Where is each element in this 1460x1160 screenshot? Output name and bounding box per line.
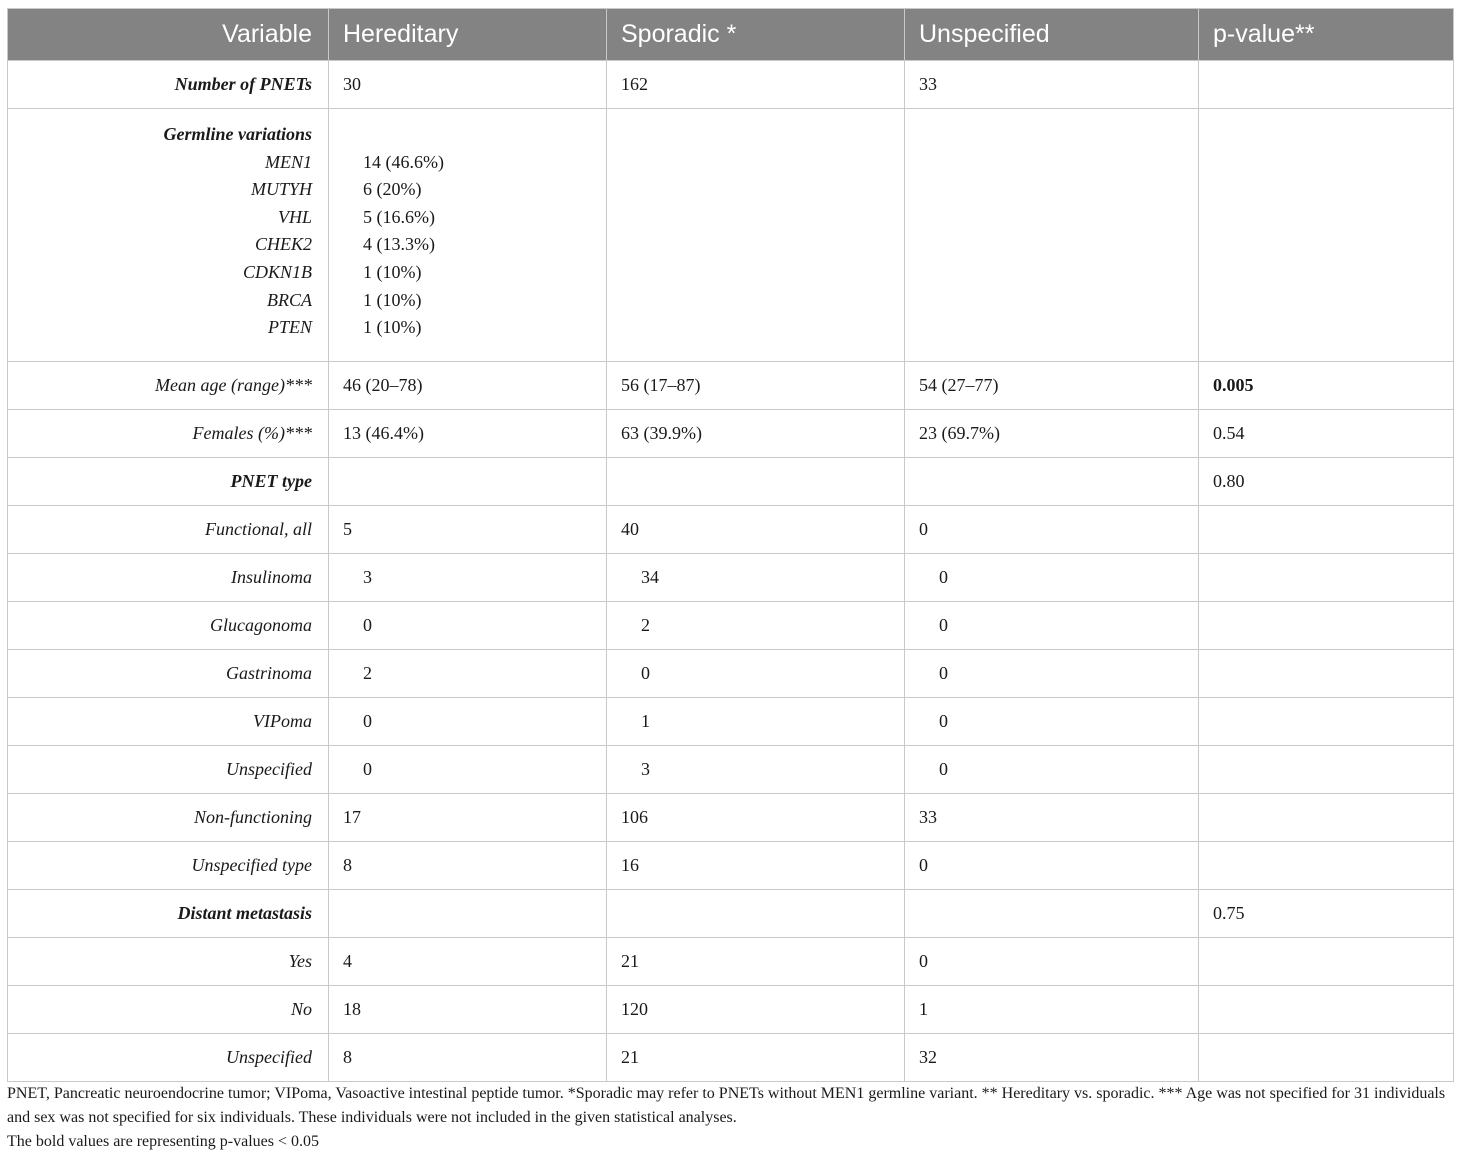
germline-values-cell — [329, 109, 607, 362]
cell-unspecified — [905, 458, 1199, 506]
row-label: Gastrinoma — [8, 650, 329, 698]
cell-hereditary — [329, 890, 607, 938]
row-label: Distant metastasis — [8, 890, 329, 938]
cell-p-value — [1199, 986, 1454, 1034]
cell-sporadic: 2 — [607, 602, 905, 650]
row-label: PNET type — [8, 458, 329, 506]
row-label: Germline variations — [163, 124, 312, 144]
cell-hereditary: 8 — [329, 1034, 607, 1082]
table-row — [8, 746, 1454, 794]
table-footnotes — [7, 1082, 1453, 1154]
row-label: Functional, all — [8, 506, 329, 554]
cell-unspecified: 0 — [905, 650, 1199, 698]
table-row — [8, 794, 1454, 842]
table-row — [8, 938, 1454, 986]
cell-hereditary: 46 (20–78) — [329, 362, 607, 410]
cell-sporadic: 56 (17–87) — [607, 362, 905, 410]
cell-sporadic: 63 (39.9%) — [607, 410, 905, 458]
cell-p-value — [1199, 698, 1454, 746]
cell-p-value — [1199, 554, 1454, 602]
cell-p-value — [1199, 650, 1454, 698]
footnote-bold-note: The bold values are representing p-values < 0.05 — [7, 1133, 320, 1150]
cell-hereditary: 0 — [329, 746, 607, 794]
cell-unspecified: 0 — [905, 698, 1199, 746]
table-row — [8, 458, 1454, 506]
row-label: Mean age (range)*** — [8, 362, 329, 410]
cell-unspecified: 0 — [905, 842, 1199, 890]
cell-sporadic — [607, 458, 905, 506]
cell-unspecified: 32 — [905, 1034, 1199, 1082]
cell-p-value — [1199, 794, 1454, 842]
row-label: Unspecified — [8, 1034, 329, 1082]
cell-p-value — [1199, 746, 1454, 794]
cell-sporadic: 21 — [607, 1034, 905, 1082]
row-label: Glucagonoma — [8, 602, 329, 650]
gene-name: MEN1 — [265, 151, 312, 172]
gene-name: CHEK2 — [254, 234, 312, 255]
row-label: Insulinoma — [8, 554, 329, 602]
header-row — [8, 9, 1454, 61]
cell-sporadic — [607, 890, 905, 938]
table-row — [8, 650, 1454, 698]
gene-value: 14 (46.6%) — [363, 151, 444, 172]
germline-label-cell — [8, 109, 329, 362]
cell-p-value: 0.005 — [1199, 362, 1454, 410]
cell-sporadic: 120 — [607, 986, 905, 1034]
table-row — [8, 698, 1454, 746]
gene-value: 6 (20%) — [363, 179, 422, 200]
cell-sporadic: 1 — [607, 698, 905, 746]
cell-hereditary: 18 — [329, 986, 607, 1034]
header-variable: Variable — [8, 9, 329, 61]
cell-unspecified: 33 — [905, 794, 1199, 842]
cell-hereditary: 0 — [329, 698, 607, 746]
cell-hereditary: 3 — [329, 554, 607, 602]
cell-hereditary: 4 — [329, 938, 607, 986]
table-row — [8, 1034, 1454, 1082]
cell-p-value: 0.75 — [1199, 890, 1454, 938]
cell-hereditary: 0 — [329, 602, 607, 650]
row-label: Unspecified — [8, 746, 329, 794]
cell-p-value — [1199, 602, 1454, 650]
cell-unspecified: 33 — [905, 61, 1199, 109]
cell-unspecified: 0 — [905, 602, 1199, 650]
cell-unspecified — [905, 109, 1199, 362]
table-row — [8, 410, 1454, 458]
table-row — [8, 362, 1454, 410]
gene-name: CDKN1B — [242, 261, 312, 282]
table-row — [8, 890, 1454, 938]
cell-hereditary: 17 — [329, 794, 607, 842]
cell-sporadic — [607, 109, 905, 362]
cell-hereditary: 5 — [329, 506, 607, 554]
cell-unspecified: 1 — [905, 986, 1199, 1034]
header-sporadic: Sporadic * — [607, 9, 905, 61]
cell-unspecified: 0 — [905, 506, 1199, 554]
cell-hereditary: 30 — [329, 61, 607, 109]
cell-sporadic: 162 — [607, 61, 905, 109]
table-row — [8, 602, 1454, 650]
table-row — [8, 986, 1454, 1034]
gene-name: MUTYH — [250, 179, 312, 200]
footnote-abbreviations: PNET, Pancreatic neuroendocrine tumor; VIPoma, Vasoactive intestinal peptide tumor. *Sporadic may refer to PNETs without MEN1 germline variant. ** Hereditary vs. sporadic. *** Age was not specified for 31 individuals and sex was not specified for six individuals. These individuals were not included in the given statistical analyses. — [7, 1085, 1446, 1126]
row-label: VIPoma — [8, 698, 329, 746]
cell-p-value — [1199, 938, 1454, 986]
gene-value: 1 (10%) — [363, 289, 422, 310]
cell-sporadic: 106 — [607, 794, 905, 842]
cell-p-value — [1199, 109, 1454, 362]
cell-hereditary — [329, 458, 607, 506]
cell-hereditary: 8 — [329, 842, 607, 890]
row-label: Number of PNETs — [8, 61, 329, 109]
header-p-value: p-value** — [1199, 9, 1454, 61]
table-row — [8, 506, 1454, 554]
gene-name: VHL — [277, 206, 312, 227]
cell-sporadic: 16 — [607, 842, 905, 890]
table-row-germline — [8, 109, 1454, 362]
cell-unspecified: 0 — [905, 746, 1199, 794]
cell-unspecified: 0 — [905, 554, 1199, 602]
gene-name: PTEN — [267, 317, 312, 338]
gene-value: 5 (16.6%) — [363, 206, 435, 227]
cell-p-value — [1199, 506, 1454, 554]
cell-p-value: 0.54 — [1199, 410, 1454, 458]
table-row — [8, 842, 1454, 890]
gene-value: 4 (13.3%) — [363, 234, 435, 255]
header-unspecified: Unspecified — [905, 9, 1199, 61]
gene-value: 1 (10%) — [363, 261, 422, 282]
cell-sporadic: 0 — [607, 650, 905, 698]
gene-name: BRCA — [267, 289, 312, 310]
table-row — [8, 61, 1454, 109]
cell-sporadic: 40 — [607, 506, 905, 554]
cell-p-value: 0.80 — [1199, 458, 1454, 506]
cell-unspecified: 0 — [905, 938, 1199, 986]
row-label: Non-functioning — [8, 794, 329, 842]
cell-sporadic: 34 — [607, 554, 905, 602]
cell-sporadic: 21 — [607, 938, 905, 986]
row-label: No — [8, 986, 329, 1034]
cell-unspecified: 54 (27–77) — [905, 362, 1199, 410]
pnet-table — [7, 8, 1454, 1082]
cell-unspecified — [905, 890, 1199, 938]
cell-p-value — [1199, 1034, 1454, 1082]
row-label: Yes — [8, 938, 329, 986]
row-label: Females (%)*** — [8, 410, 329, 458]
row-label: Unspecified type — [8, 842, 329, 890]
gene-value: 1 (10%) — [363, 317, 422, 338]
cell-hereditary: 2 — [329, 650, 607, 698]
cell-unspecified: 23 (69.7%) — [905, 410, 1199, 458]
cell-sporadic: 3 — [607, 746, 905, 794]
cell-p-value — [1199, 61, 1454, 109]
cell-p-value — [1199, 842, 1454, 890]
table-row — [8, 554, 1454, 602]
header-hereditary: Hereditary — [329, 9, 607, 61]
cell-hereditary: 13 (46.4%) — [329, 410, 607, 458]
